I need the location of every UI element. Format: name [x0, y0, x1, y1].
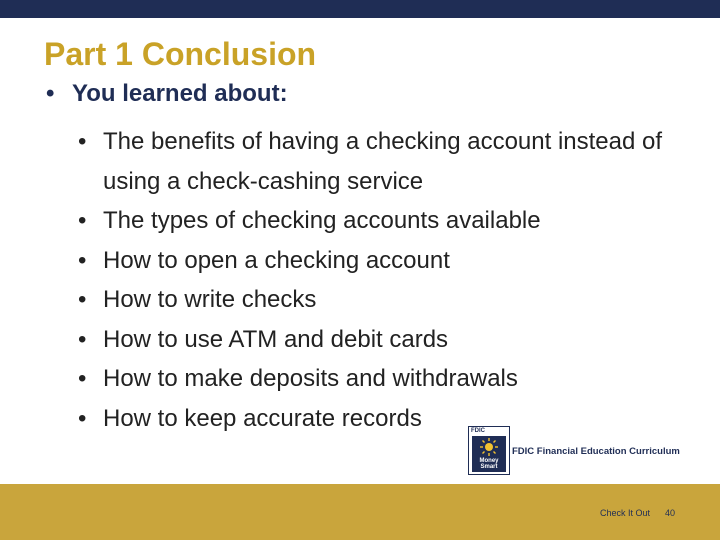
fdic-money-smart-logo	[468, 426, 686, 474]
footer-label: Check It Out	[600, 508, 651, 518]
bullet-icon: •	[78, 325, 87, 353]
badge-money-smart-label: Money Smart	[479, 458, 499, 470]
badge-fdic-label: FDIC	[471, 428, 485, 434]
bullet-icon: •	[46, 80, 55, 107]
page-number: 40	[665, 508, 676, 518]
bullet-icon: •	[78, 404, 87, 432]
bullet-icon: •	[78, 207, 87, 234]
sun-icon	[480, 438, 498, 456]
top-accent-bar	[0, 0, 720, 18]
list-item: • How to make deposits and withdrawals	[78, 359, 678, 399]
money-smart-badge	[468, 426, 510, 475]
logo-text: FDIC Financial Education Curriculum	[512, 446, 680, 457]
slide-title: Part 1 Conclusion	[44, 36, 317, 72]
intro-text: You learned about:	[72, 80, 288, 107]
list-item: • How to write checks	[78, 280, 678, 320]
list-item: • How to open a checking account	[78, 241, 678, 281]
bullet-icon: •	[78, 128, 87, 155]
learned-list	[78, 122, 678, 438]
list-item: • How to keep accurate records	[78, 399, 678, 439]
bullet-icon: •	[78, 365, 87, 392]
bullet-icon: •	[78, 246, 87, 274]
list-item: • The benefits of having a checking account instead of using a check-cashing service	[78, 122, 678, 201]
list-item: • The types of checking accounts available	[78, 201, 678, 241]
list-item: • How to use ATM and debit cards	[78, 320, 678, 360]
bullet-icon: •	[78, 286, 87, 313]
intro-line	[46, 80, 288, 108]
